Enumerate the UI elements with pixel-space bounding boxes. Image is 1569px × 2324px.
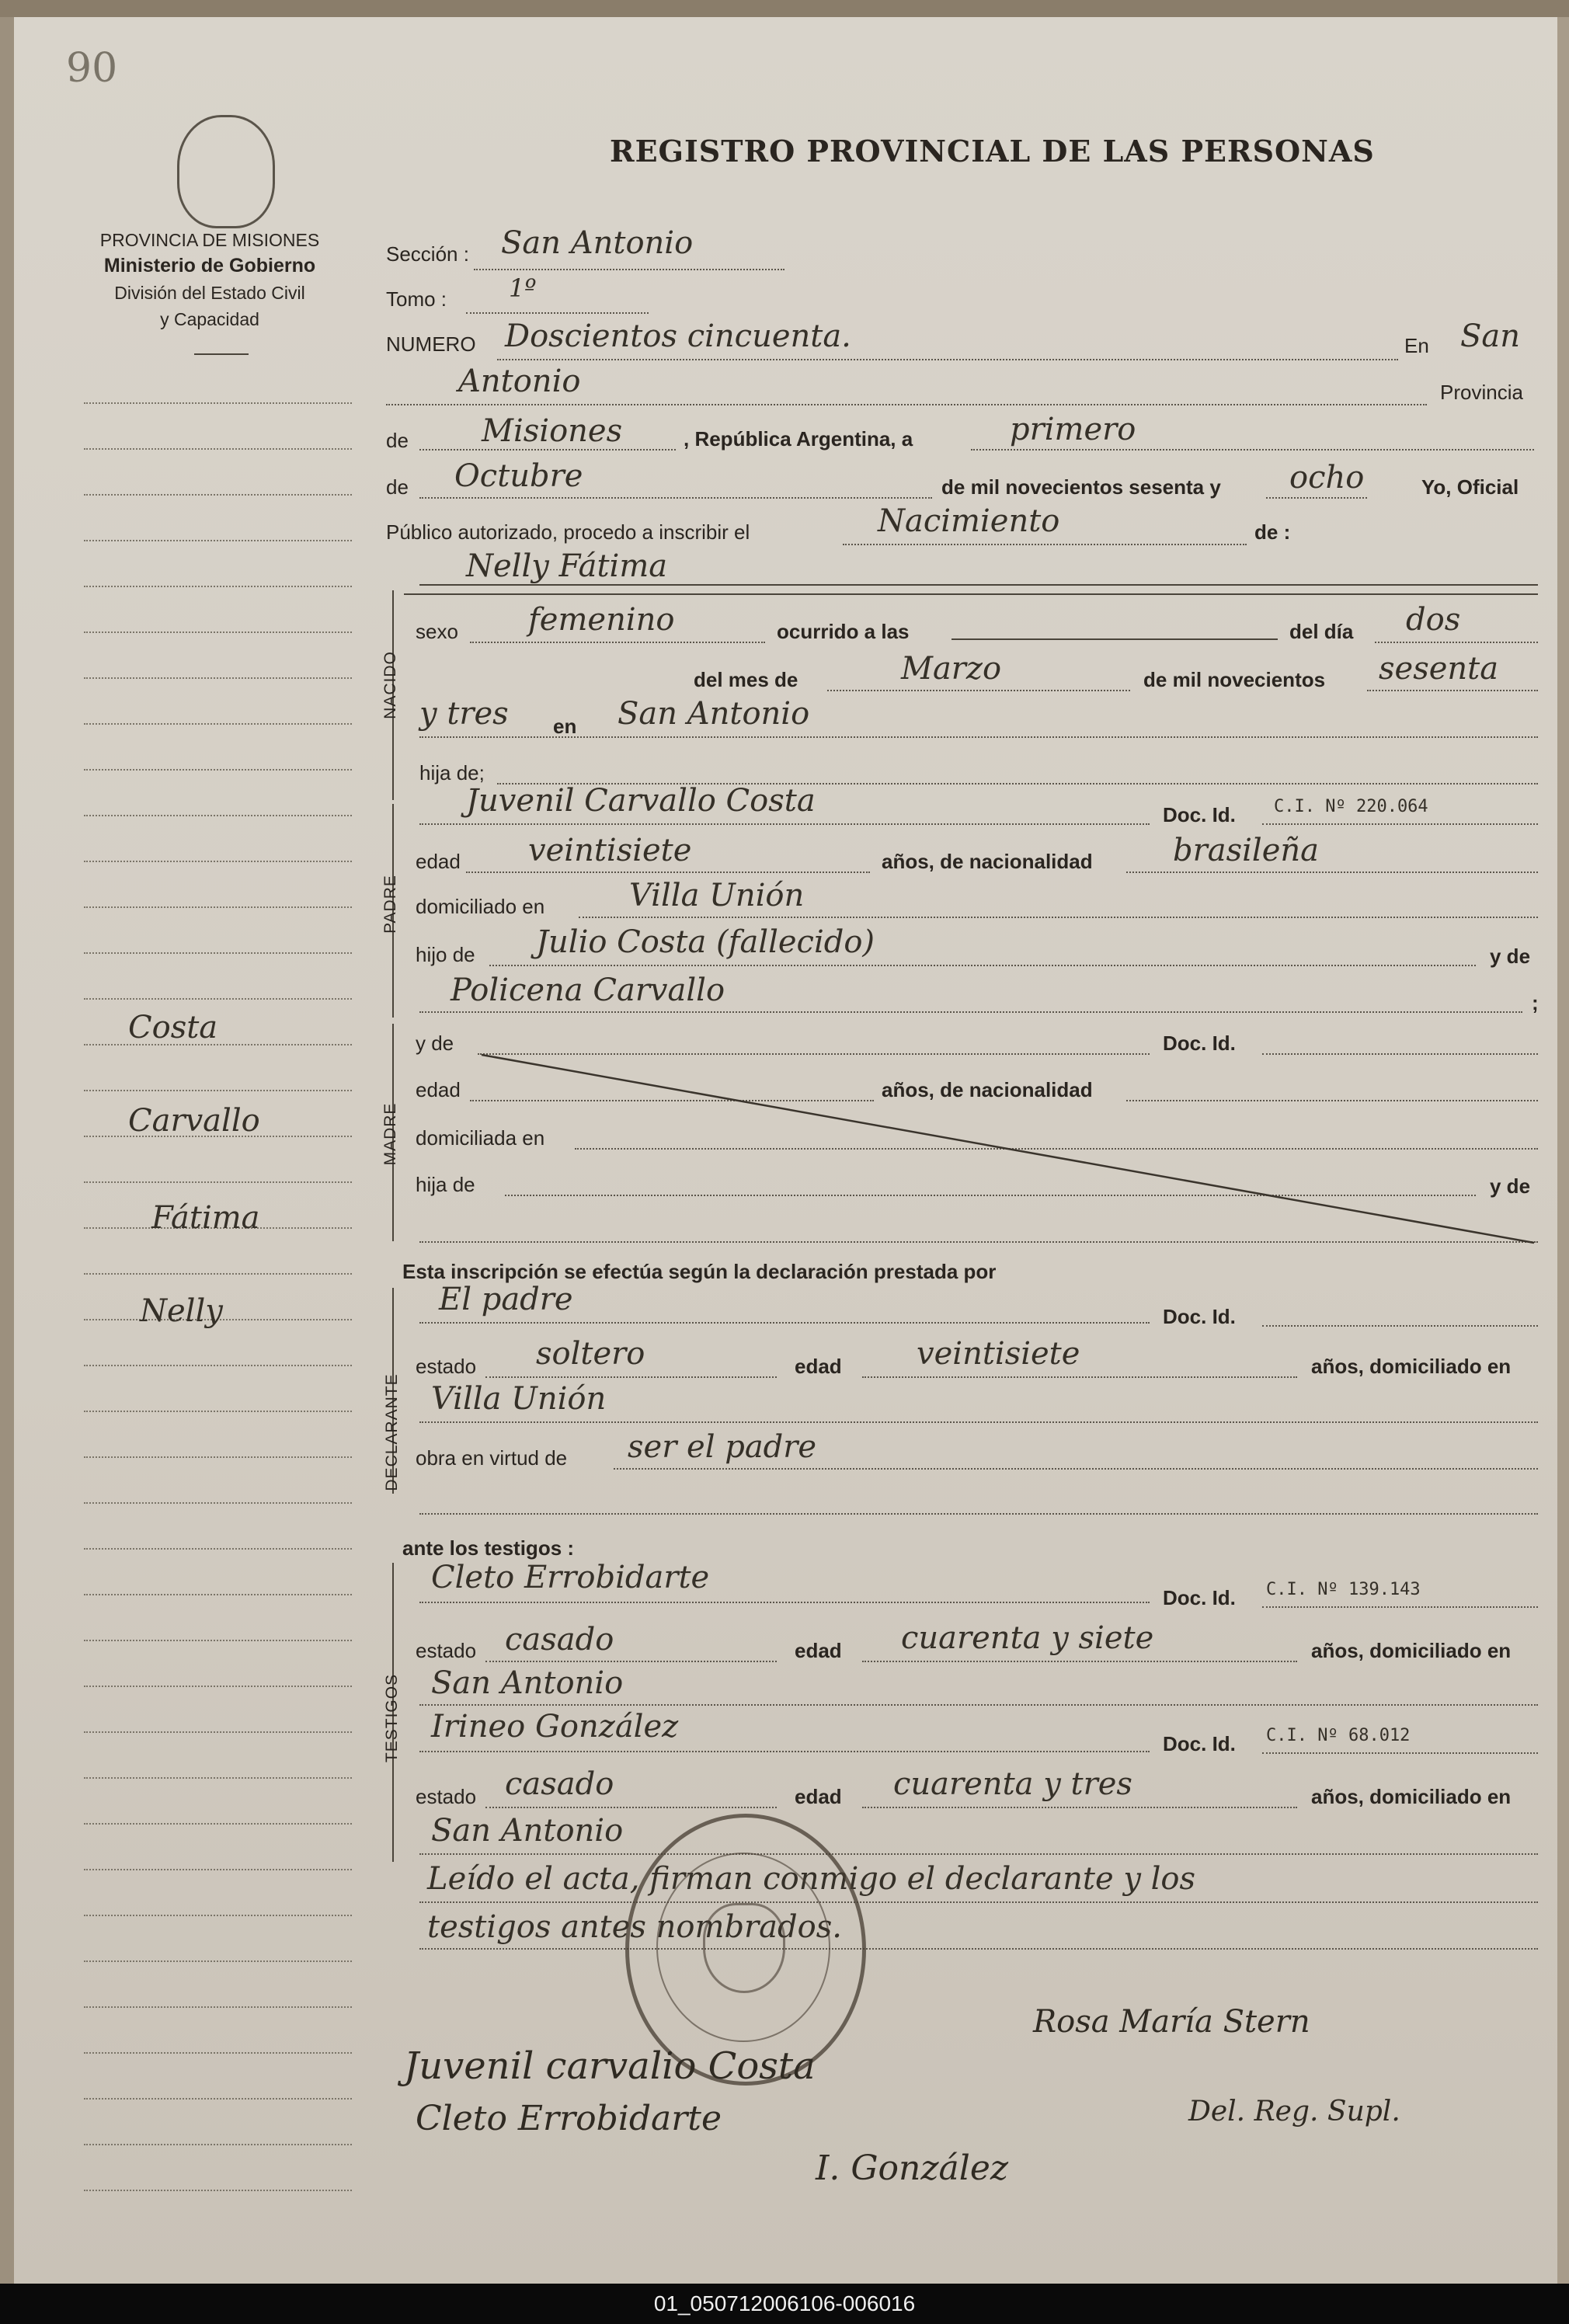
testigo1-edad-line: [862, 1661, 1297, 1662]
mes-label: del mes de: [694, 668, 798, 691]
provincia-label: Provincia: [1440, 381, 1523, 404]
en-label: En: [1404, 334, 1429, 357]
nacido-mes-value: Marzo: [901, 651, 1002, 687]
testigo2-estado-line: [485, 1807, 777, 1808]
padre-nacionalidad-label: años, de nacionalidad: [882, 850, 1093, 873]
image-code: 01_050712006106-006016: [653, 2291, 916, 2315]
provincia-value: Misiones: [482, 413, 623, 449]
madre-doc-label: Doc. Id.: [1163, 1032, 1236, 1055]
testigo2-doc-value: C.I. Nº 68.012: [1266, 1726, 1411, 1745]
declarante-estado-label: estado: [416, 1355, 477, 1378]
madre-edad-label: edad: [416, 1078, 461, 1101]
margin-note-3: Fátima: [151, 1200, 260, 1236]
numero-value: Doscientos cincuenta.: [505, 318, 851, 354]
testigo2-signature: I. González: [816, 2148, 1009, 2188]
padre-madre-value: Policena Carvallo: [451, 972, 725, 1008]
declarante-estado-value: soltero: [536, 1336, 645, 1372]
declarante-nombre-line: [419, 1322, 1150, 1324]
testigo2-doc-line: [1262, 1752, 1538, 1754]
padre-edad-value: veintisiete: [528, 833, 692, 868]
padre-domicilio-value: Villa Unión: [629, 878, 805, 913]
testigo2-edad-line: [862, 1807, 1297, 1808]
declarante-domicilio-label: años, domiciliado en: [1311, 1355, 1512, 1378]
testigo1-edad-label: edad: [795, 1639, 842, 1662]
testigos-intro: ante los testigos :: [402, 1536, 575, 1560]
testigo2-doc-label: Doc. Id.: [1163, 1732, 1236, 1755]
oficial-signature: Rosa María Stern: [1033, 2004, 1310, 2040]
document-title: REGISTRO PROVINCIAL DE LAS PERSONAS: [610, 134, 1375, 169]
declarante-obra-line: [614, 1468, 1538, 1470]
sexo-label: sexo: [416, 620, 458, 643]
testigo1-estado: casado: [505, 1622, 614, 1658]
madre-section-label: MADRE: [381, 1102, 399, 1166]
testigo1-dom: San Antonio: [431, 1665, 624, 1701]
testigo1-nombre: Cleto Errobidarte: [431, 1560, 710, 1595]
en-value-2: Antonio: [458, 364, 581, 399]
testigo2-estado: casado: [505, 1766, 614, 1802]
margin-note-4: Nelly: [140, 1293, 223, 1329]
agency-ministry: Ministerio de Gobierno: [103, 255, 316, 277]
nacido-anio-1: sesenta: [1379, 651, 1499, 687]
nacido-dia-value: dos: [1406, 602, 1461, 638]
padre-domicilio-label: domiciliado en: [416, 895, 545, 918]
nacido-en-label: en: [553, 715, 577, 738]
testigo1-signature: Cleto Errobidarte: [416, 2099, 722, 2138]
testigo1-dom-line: [419, 1704, 1538, 1706]
madre-domicilio-label: domiciliada en: [416, 1126, 545, 1150]
closing-line-2: testigos antes nombrados.: [427, 1909, 842, 1945]
en-value-1: San: [1460, 318, 1521, 354]
seccion-value: San Antonio: [501, 225, 694, 261]
de-label-2: de: [386, 475, 409, 499]
agency-division: División del Estado Civil: [114, 283, 305, 303]
nacido-de-mil-label: de mil novecientos: [1143, 668, 1326, 691]
declarante-edad-line: [862, 1376, 1297, 1378]
testigo1-nombre-line: [419, 1602, 1150, 1603]
madre-hija-label: hija de: [416, 1173, 475, 1196]
declarante-end-line: [419, 1513, 1538, 1515]
nacido-section-label: NACIDO: [381, 651, 399, 719]
sexo-value: femenino: [528, 602, 675, 638]
padre-doc-value: C.I. Nº 220.064: [1274, 797, 1428, 816]
de-label-1: de: [386, 429, 409, 452]
agency-capacity: y Capacidad: [160, 309, 259, 329]
declarante-obra-label: obra en virtud de: [416, 1446, 568, 1470]
de-colon: de :: [1254, 520, 1291, 544]
republica-label: , República Argentina, a: [684, 427, 913, 451]
declarante-edad-label: edad: [795, 1355, 842, 1378]
nombre-value: Nelly Fátima: [466, 548, 668, 584]
testigo2-edad-label: edad: [795, 1785, 842, 1808]
tomo-label: Tomo :: [386, 287, 447, 311]
madre-nacionalidad-label: años, de nacionalidad: [882, 1078, 1093, 1101]
testigo2-nombre-line: [419, 1751, 1150, 1752]
publico-label: Público autorizado, procedo a inscribir el: [386, 520, 750, 544]
nacido-anio-2: y tres: [419, 696, 509, 732]
padre-nacionalidad-value: brasileña: [1173, 833, 1319, 868]
padre-y-de-label: y de: [1490, 945, 1531, 968]
padre-doc-label: Doc. Id.: [1163, 803, 1236, 826]
declarante-nombre-value: El padre: [439, 1282, 573, 1317]
testigo2-dom: San Antonio: [431, 1813, 624, 1849]
oficial-title: Del. Reg. Supl.: [1188, 2096, 1400, 2127]
declarante-domicilio-value: Villa Unión: [431, 1381, 607, 1417]
mes-value: Octubre: [454, 458, 583, 494]
tomo-value: 1º: [509, 273, 537, 303]
numero-label: NUMERO: [386, 332, 476, 356]
closing-line-1-rule: [419, 1901, 1538, 1903]
testigo1-edad: cuarenta y siete: [901, 1620, 1154, 1656]
declarante-signature: Juvenil carvalio Costa: [404, 2044, 816, 2088]
testigo1-doc-line: [1262, 1606, 1538, 1608]
testigo1-doc-label: Doc. Id.: [1163, 1586, 1236, 1609]
agency-province: PROVINCIA DE MISIONES: [99, 230, 320, 250]
margin-note-2: Carvallo: [128, 1103, 260, 1139]
declarante-intro: Esta inscripción se efectúa según la declaración prestada por: [402, 1260, 997, 1283]
del-dia-label: del día: [1289, 620, 1354, 643]
testigo2-estado-label: estado: [416, 1785, 477, 1808]
de-mil-label: de mil novecientos sesenta y: [941, 475, 1221, 499]
testigo2-dom-line: [419, 1853, 1538, 1855]
testigos-section-label: TESTIGOS: [383, 1673, 401, 1763]
registry-seal-emblem-icon: [703, 1903, 785, 1993]
testigo2-edad: cuarenta y tres: [893, 1766, 1132, 1802]
declarante-obra-value: ser el padre: [628, 1429, 817, 1465]
testigo1-dom-label: años, domiciliado en: [1311, 1639, 1512, 1662]
padre-semicolon: ;: [1532, 991, 1539, 1014]
padre-hijo-label: hijo de: [416, 943, 475, 966]
page-number: 90: [66, 45, 118, 92]
declarante-section-label: DECLARANTE: [383, 1373, 401, 1491]
madre-y-de-label: y de: [416, 1032, 454, 1055]
declarante-doc-line: [1262, 1325, 1538, 1327]
testigo2-nombre: Irineo González: [431, 1709, 679, 1745]
declarante-doc-label: Doc. Id.: [1163, 1305, 1236, 1328]
declarante-domicilio-line: [419, 1421, 1538, 1423]
hija-label: hija de;: [419, 761, 485, 785]
testigo1-estado-line: [485, 1661, 777, 1662]
testigo1-doc-value: C.I. Nº 139.143: [1266, 1580, 1421, 1599]
anio-value: ocho: [1289, 460, 1365, 496]
declarante-edad-value: veintisiete: [917, 1336, 1080, 1372]
testigo1-estado-label: estado: [416, 1639, 477, 1662]
closing-line-2-rule: [419, 1948, 1538, 1950]
declarante-estado-line: [485, 1376, 777, 1378]
padre-hijo-value: Julio Costa (fallecido): [536, 924, 875, 960]
dia-value: primero: [1010, 412, 1136, 447]
oficial-label: Yo, Oficial: [1421, 475, 1519, 499]
testigo2-dom-label: años, domiciliado en: [1311, 1785, 1512, 1808]
margin-note-1: Costa: [128, 1010, 218, 1045]
padre-nombre-value: Juvenil Carvallo Costa: [466, 783, 816, 819]
ocurrido-label: ocurrido a las: [777, 620, 910, 643]
seccion-label: Sección :: [386, 242, 469, 266]
nacido-lugar-value: San Antonio: [618, 696, 810, 732]
acto-value: Nacimiento: [878, 503, 1060, 539]
closing-line-1: Leído el acta, firman conmigo el declarante y los: [427, 1861, 1196, 1897]
padre-edad-label: edad: [416, 850, 461, 873]
padre-section-label: PADRE: [381, 875, 399, 934]
madre-y-de-end: y de: [1490, 1174, 1531, 1198]
